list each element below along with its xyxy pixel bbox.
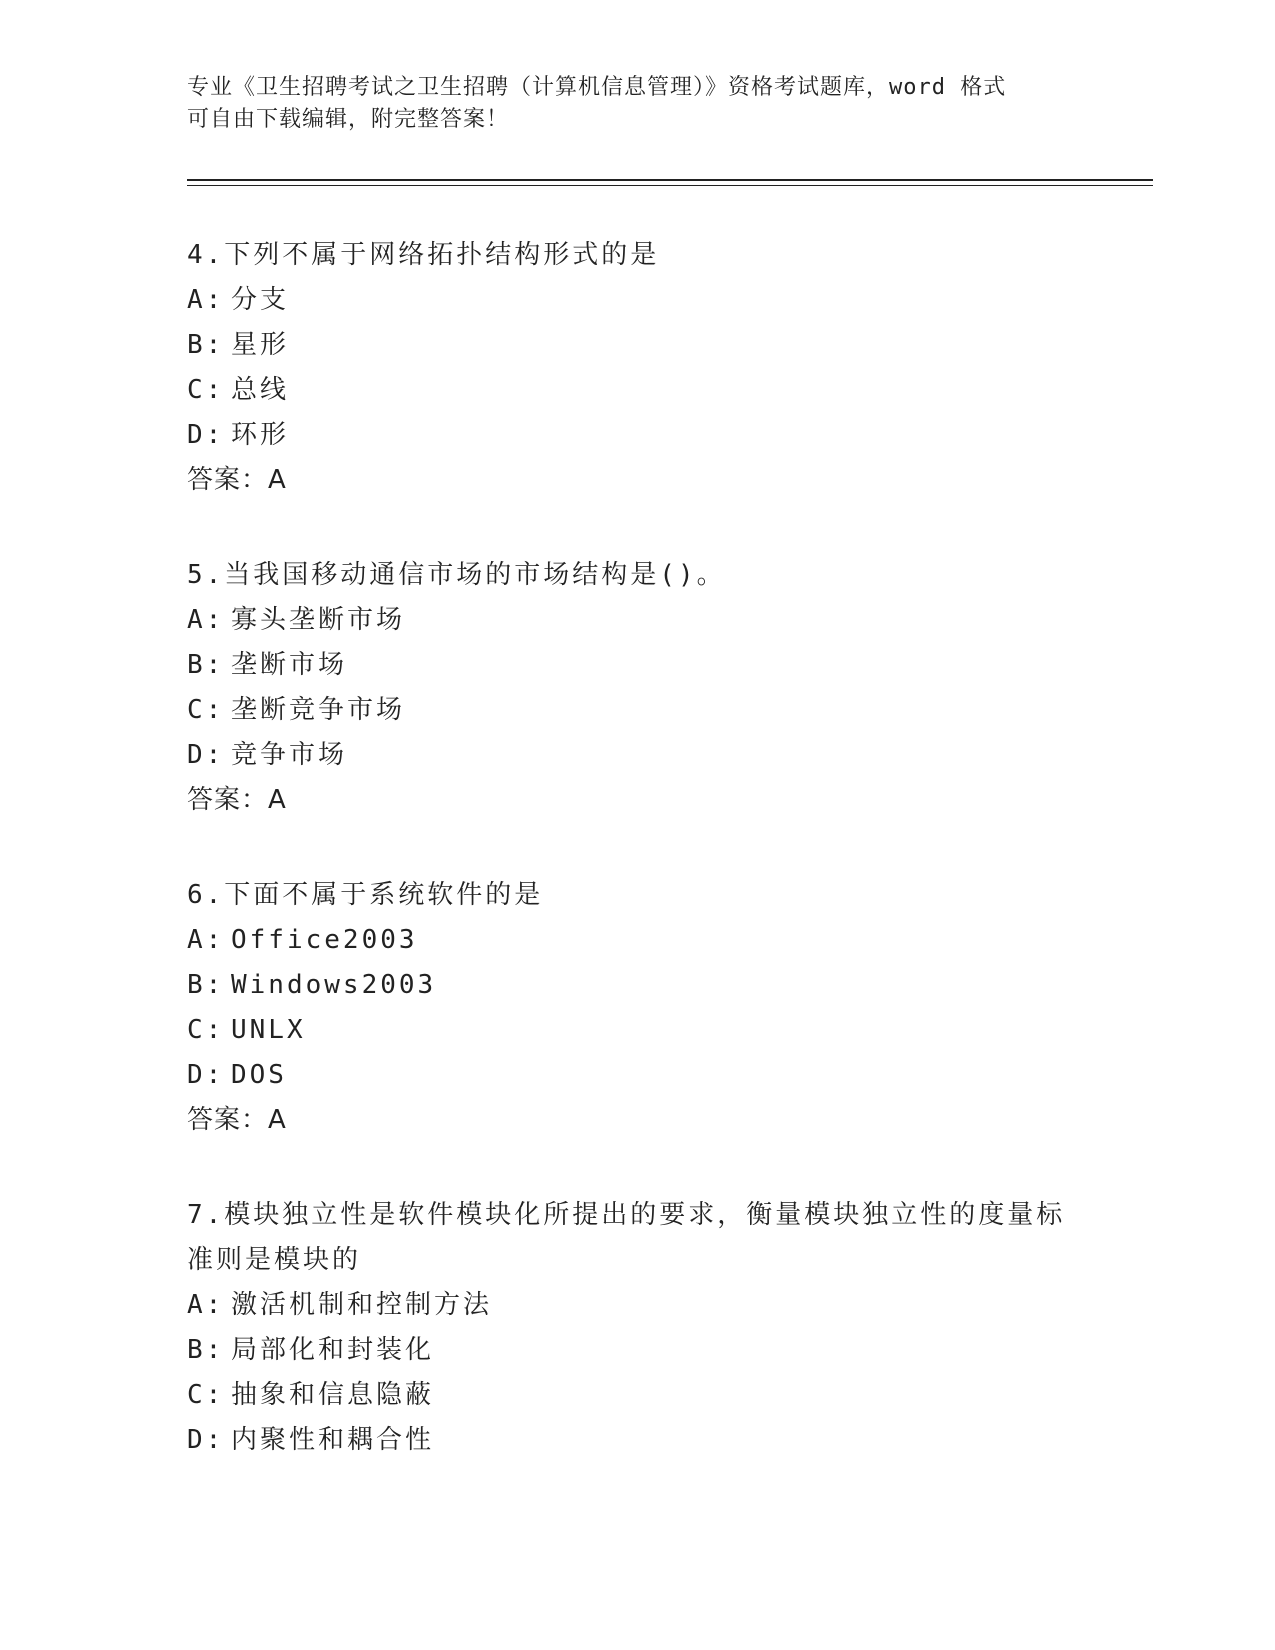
option-c	[187, 688, 1087, 733]
question-stem: 6.下面不属于系统软件的是	[187, 880, 544, 910]
option-key: D:	[187, 1425, 225, 1455]
option-d	[187, 413, 1087, 458]
option-key: A:	[187, 285, 225, 315]
option-text: 星形	[231, 330, 290, 360]
question-stem-line-1: 7.模块独立性是软件模块化所提出的要求，衡量模块独立性的度量标	[187, 1200, 1066, 1230]
option-d	[187, 1053, 1087, 1098]
option-key: A:	[187, 605, 225, 635]
option-key: D:	[187, 420, 225, 450]
option-key: D:	[187, 740, 225, 770]
header-divider-thick	[187, 179, 1153, 181]
option-b	[187, 963, 1087, 1008]
option-text: Windows2003	[231, 970, 437, 1000]
option-text: 局部化和封装化	[231, 1335, 435, 1365]
option-a	[187, 598, 1087, 643]
option-c	[187, 1008, 1087, 1053]
option-text: 竞争市场	[231, 740, 348, 770]
option-key: C:	[187, 1015, 225, 1045]
option-text: 寡头垄断市场	[231, 605, 406, 635]
question-stem: 4.下列不属于网络拓扑结构形式的是	[187, 240, 660, 270]
option-text: 分支	[231, 285, 290, 315]
option-key: A:	[187, 1290, 225, 1320]
option-text: 垄断竞争市场	[231, 695, 406, 725]
option-b	[187, 1328, 1087, 1373]
option-text: 内聚性和耦合性	[231, 1425, 435, 1455]
option-text: Office2003	[231, 925, 418, 955]
option-c	[187, 368, 1087, 413]
option-text: 激活机制和控制方法	[231, 1290, 493, 1320]
option-d	[187, 1418, 1087, 1463]
header-line-2: 可自由下载编辑，附完整答案！	[187, 107, 510, 132]
option-d	[187, 733, 1087, 778]
option-key: B:	[187, 330, 225, 360]
option-text: 抽象和信息隐蔽	[231, 1380, 435, 1410]
question-7	[187, 1193, 1087, 1463]
option-key: B:	[187, 650, 225, 680]
option-a	[187, 918, 1087, 963]
option-b	[187, 643, 1087, 688]
option-key: C:	[187, 1380, 225, 1410]
option-text: 环形	[231, 420, 290, 450]
option-text: UNLX	[231, 1015, 306, 1045]
option-key: C:	[187, 375, 225, 405]
question-stem-line-2: 准则是模块的	[187, 1245, 362, 1275]
option-c	[187, 1373, 1087, 1418]
question-5	[187, 553, 1087, 823]
document-header	[187, 72, 1087, 136]
option-key: B:	[187, 970, 225, 1000]
option-text: 垄断市场	[231, 650, 348, 680]
answer-line: 答案：A	[187, 1105, 287, 1135]
option-a	[187, 278, 1087, 323]
option-a	[187, 1283, 1087, 1328]
option-key: B:	[187, 1335, 225, 1365]
option-b	[187, 323, 1087, 368]
header-line-1: 专业《卫生招聘考试之卫生招聘（计算机信息管理）》资格考试题库，word 格式	[187, 75, 1007, 100]
option-key: D:	[187, 1060, 225, 1090]
answer-line: 答案：A	[187, 785, 287, 815]
header-divider-thin	[187, 185, 1153, 186]
question-stem: 5.当我国移动通信市场的市场结构是()。	[187, 560, 726, 590]
question-6	[187, 873, 1087, 1143]
option-key: C:	[187, 695, 225, 725]
answer-line: 答案：A	[187, 465, 287, 495]
question-4	[187, 233, 1087, 503]
option-text: 总线	[231, 375, 290, 405]
option-text: DOS	[231, 1060, 287, 1090]
option-key: A:	[187, 925, 225, 955]
